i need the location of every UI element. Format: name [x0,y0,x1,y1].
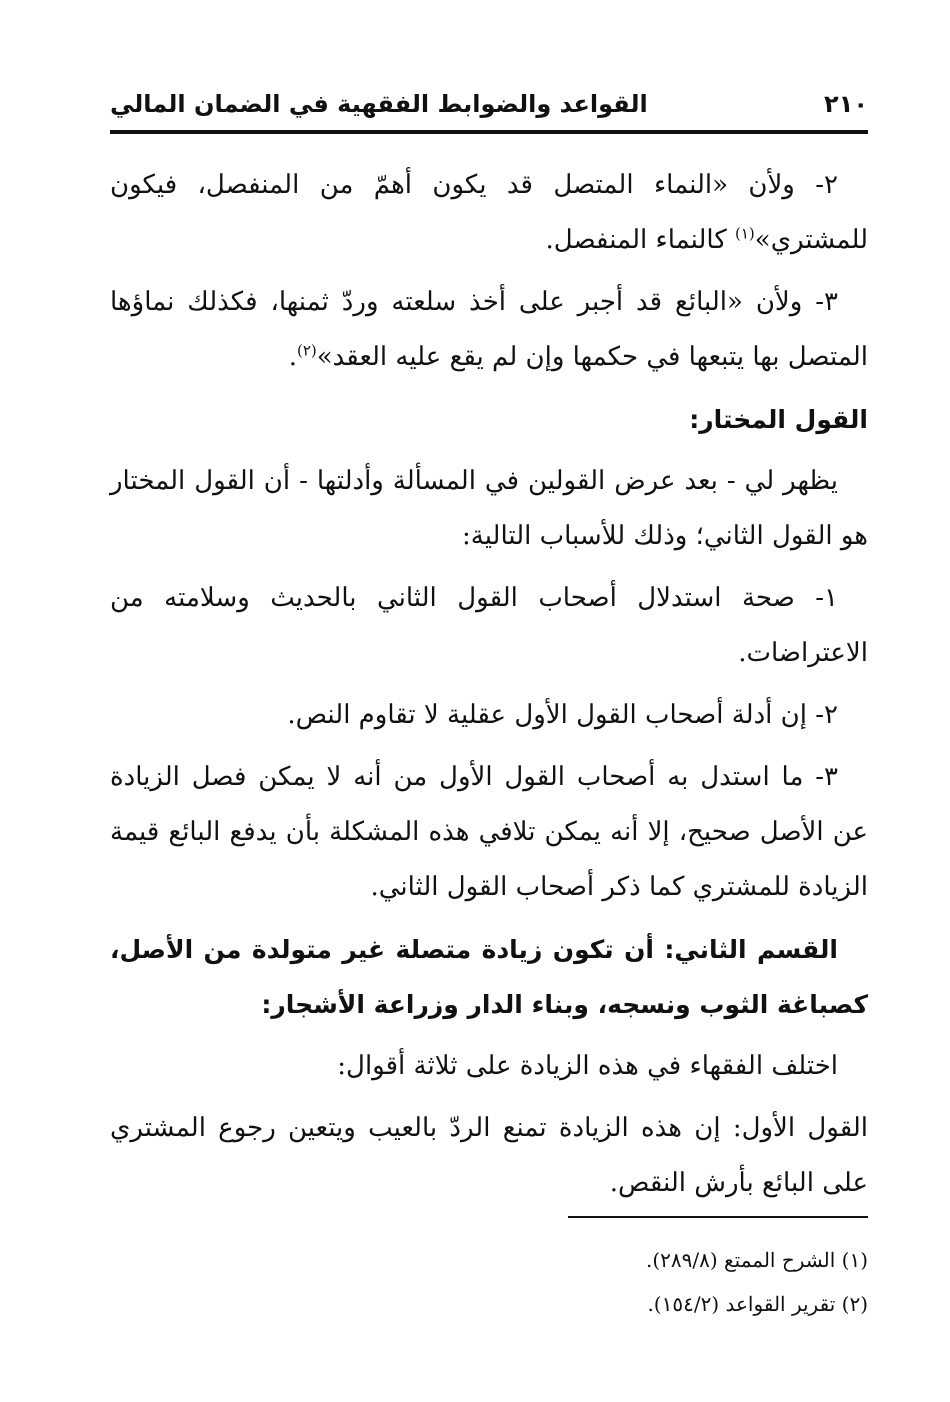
footnote-1: (١) الشرح الممتع (٢٨٩/٨). [645,1248,868,1272]
section-two-heading: القسم الثاني: أن تكون زيادة متصلة غير متولدة من الأصل، كصباغة الثوب ونسجه، وبناء الدار وزراعة الأشجار: [110,935,868,1019]
footnotes [110,1238,868,1326]
footnote-2: (٢) تقرير القواعد (١٥٤/٢). [647,1292,868,1316]
paragraph-reason-2 [110,158,868,268]
footnote-ref-1: (١) [735,224,755,243]
paragraph-reason-3 [110,275,868,385]
paragraph-text: ٣- ولأن «البائع قد أجبر على أخذ سلعته وردّ ثمنها، فكذلك نماؤها المتصل بها يتبعها في حكمها وإن لم يقع عليه العقد» [110,287,868,372]
body-text [110,158,868,1218]
paragraph-cause-3: ٣- ما استدل به أصحاب القول الأول من أنه لا يمكن فصل الزيادة عن الأصل صحيح، إلا أنه يمكن تلافي هذه المشكلة بأن يدفع البائع قيمة الزيادة للمشتري كما ذكر أصحاب القول الثاني. [110,762,868,902]
paragraph-cause-2: ٢- إن أدلة أصحاب القول الأول عقلية لا تقاوم النص. [287,700,838,730]
page-number: ٢١٠ [824,90,868,118]
page-header [110,88,868,134]
paragraph-tail: كالنماء المنفصل. [545,225,735,255]
paragraph-tail: . [288,342,297,372]
running-title: القواعد والضوابط الفقهية في الضمان المالي [110,90,648,118]
footnote-separator [568,1216,868,1218]
paragraph-disagreement: اختلف الفقهاء في هذه الزيادة على ثلاثة أقوال: [337,1051,838,1081]
footnote-ref-2: (٢) [296,341,317,360]
chosen-opinion-heading: القول المختار: [689,405,868,434]
paragraph-chosen-opinion: يظهر لي - بعد عرض القولين في المسألة وأدلتها - أن القول المختار هو القول الثاني؛ وذلك للأسباب التالية: [110,466,868,551]
paragraph-first-opinion: القول الأول: إن هذه الزيادة تمنع الردّ بالعيب ويتعين رجوع المشتري على البائع بأرش النقص. [110,1113,868,1198]
paragraph-text: ٢- ولأن «النماء المتصل قد يكون أهمّ من المنفصل، فيكون للمشتري» [110,170,868,255]
paragraph-cause-1: ١- صحة استدلال أصحاب القول الثاني بالحديث وسلامته من الاعتراضات. [110,583,868,668]
